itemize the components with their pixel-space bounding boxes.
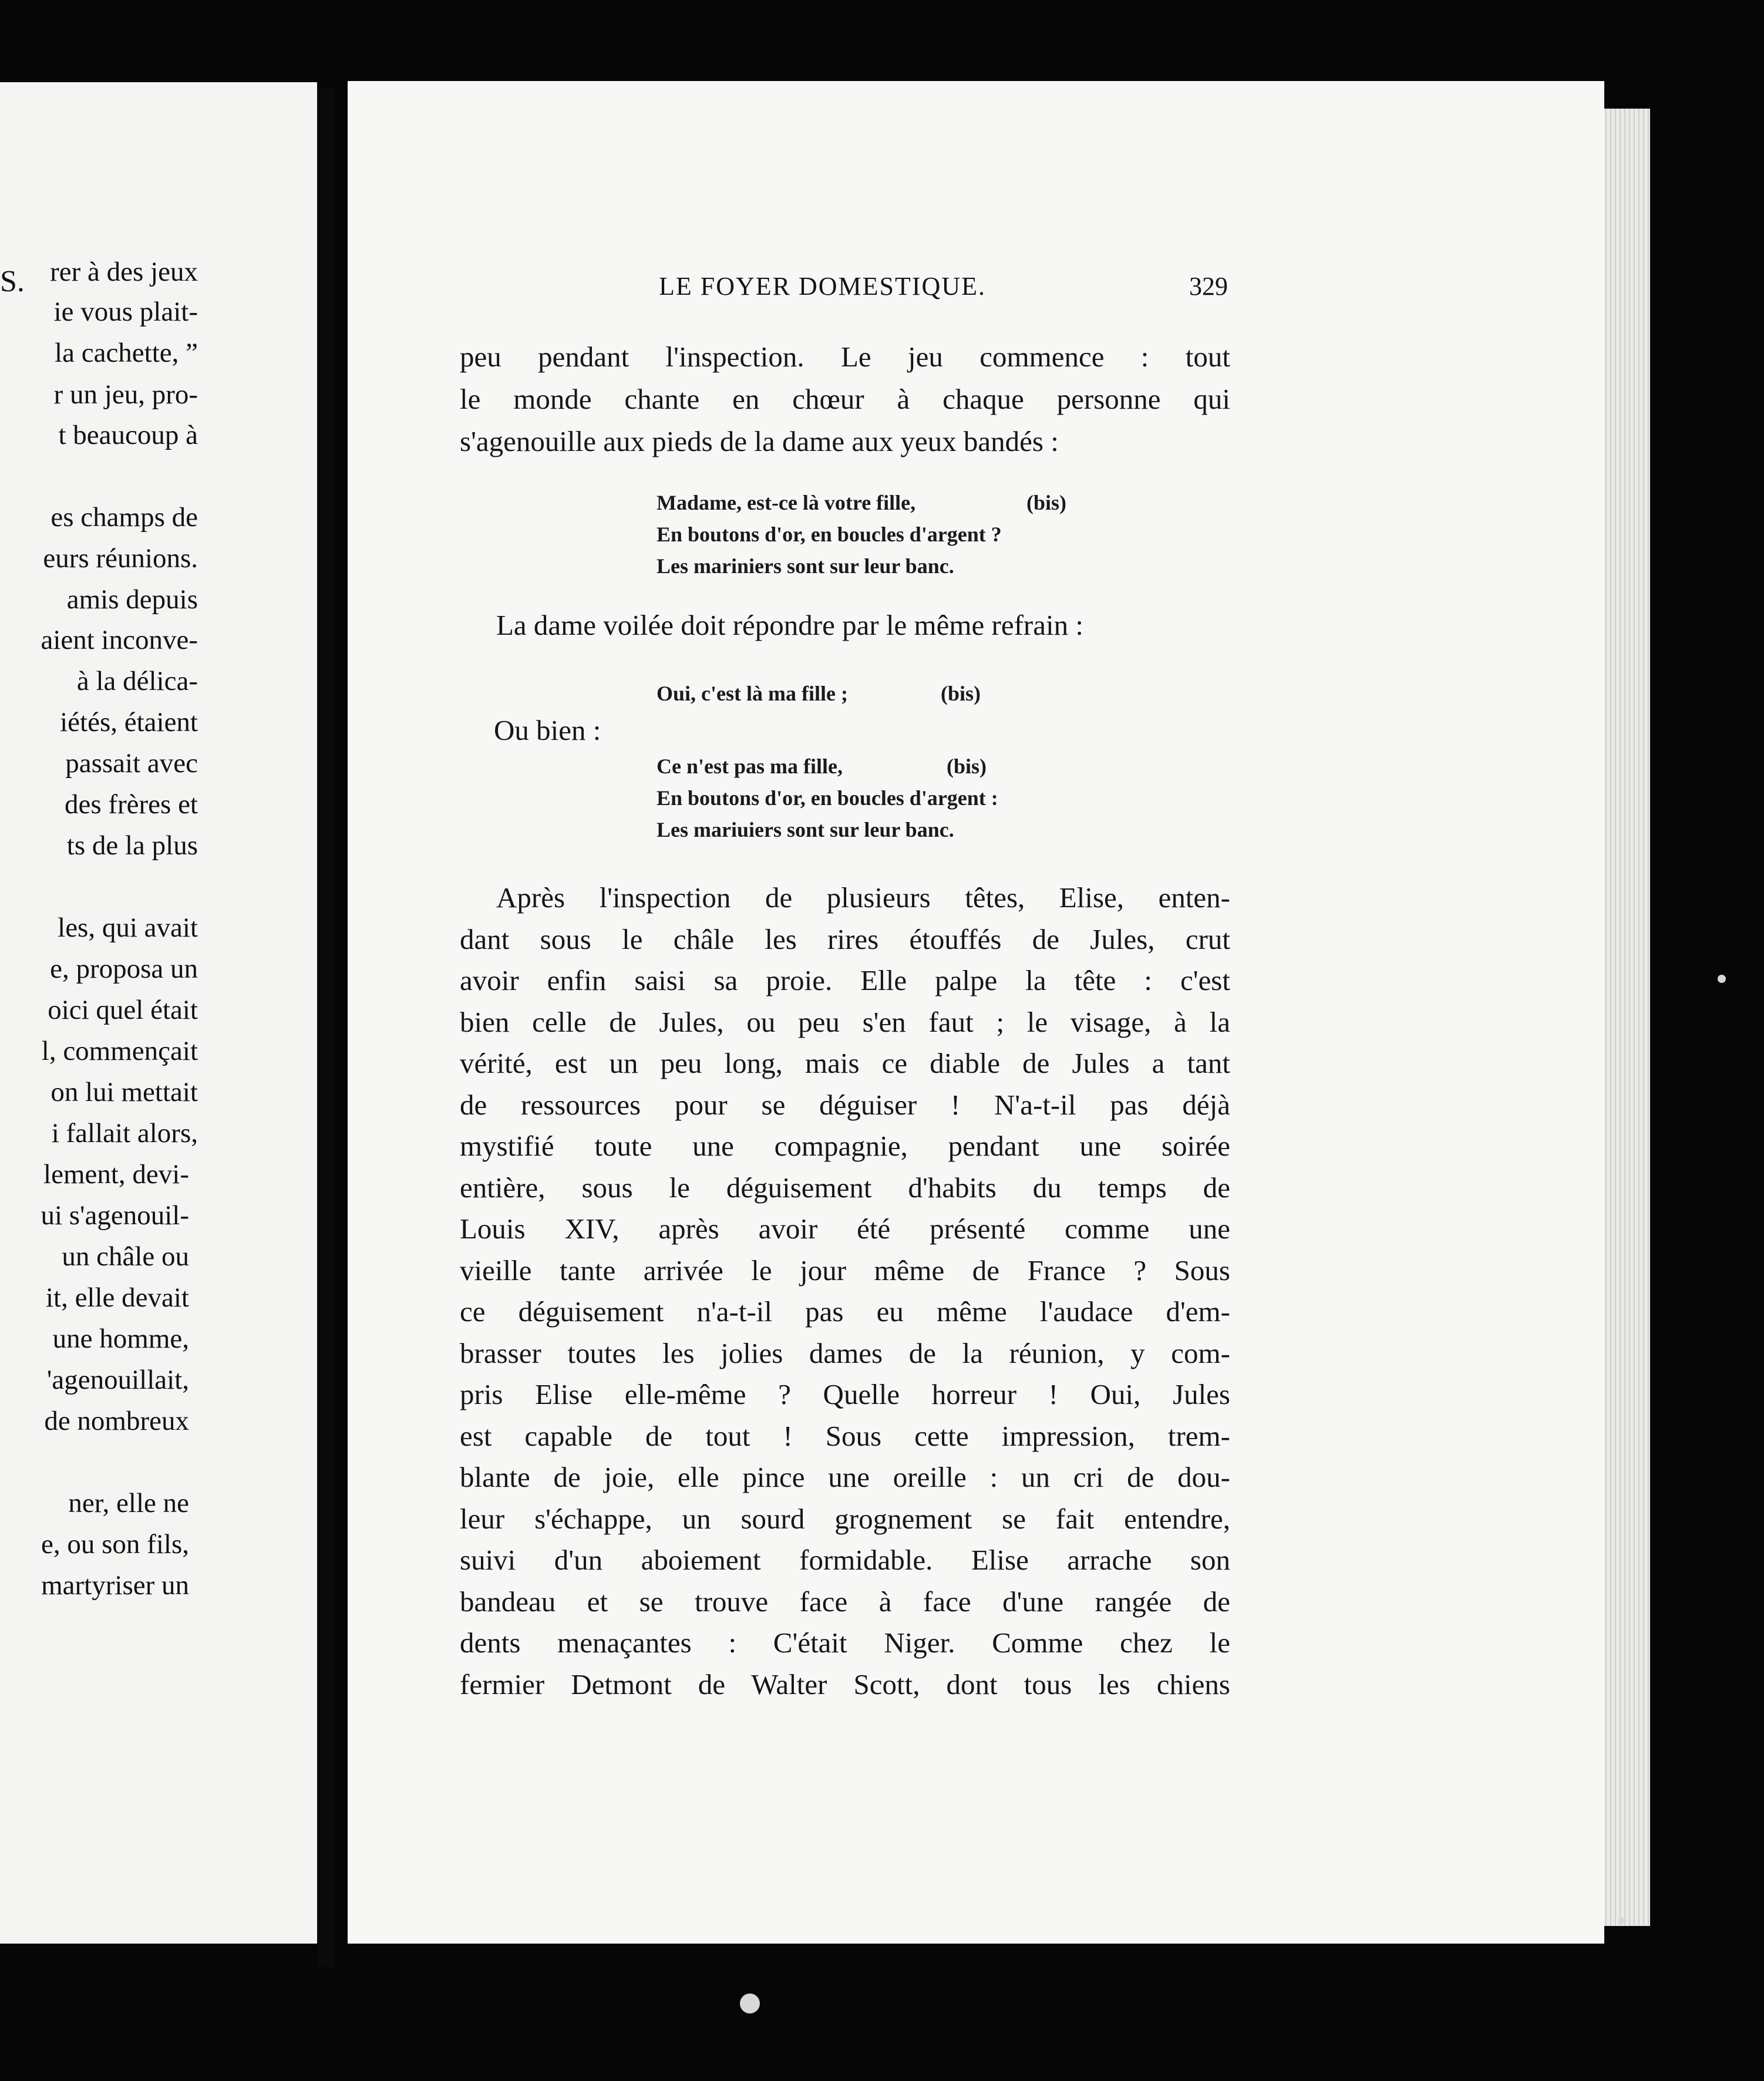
ou-bien-label: Ou bien : — [494, 714, 601, 746]
left-page-line-30: martyriser un — [41, 1570, 189, 1601]
left-page-line-9: aient inconve- — [41, 625, 198, 655]
dust-speck — [1718, 975, 1726, 983]
left-page-line-25: une homme, — [52, 1324, 189, 1354]
left-page-line-24: it, elle devait — [45, 1282, 189, 1313]
left-page-header-fragment: S. — [0, 265, 25, 298]
left-page-line-1: rer à des jeux — [50, 257, 198, 287]
left-page-line-20: i fallait alors, — [51, 1118, 198, 1149]
page-number: 329 — [1189, 272, 1228, 301]
paragraph-3-line-4: bien celle de Jules, ou peu s'en faut ; le visage, à la — [460, 1005, 1230, 1038]
dust-speck — [740, 1994, 760, 2013]
paragraph-3-line-9: Louis XIV, après avoir été présenté comme une — [460, 1213, 1230, 1245]
left-page-line-12: passait avec — [65, 748, 198, 779]
paragraph-3-line-10: vieille tante arrivée le jour même de France ? Sous — [460, 1254, 1230, 1287]
left-page-line-13: des frères et — [64, 789, 198, 820]
left-page-line-3: la cachette, ” — [55, 338, 198, 368]
paragraph-3-line-16: leur s'échappe, un sourd grognement se fait entendre, — [460, 1502, 1230, 1535]
verse-1-line-2: En boutons d'or, en boucles d'argent ? — [657, 523, 1002, 546]
paragraph-1-line-3: s'agenouille aux pieds de la dame aux yeux bandés : — [460, 425, 1059, 457]
paragraph-3-line-17: suivi d'un aboiement formidable. Elise arrache son — [460, 1544, 1230, 1576]
paragraph-3-line-7: mystifié toute une compagnie, pendant une soirée — [460, 1130, 1230, 1162]
paragraph-3-line-18: bandeau et se trouve face à face d'une rangée de — [460, 1585, 1230, 1618]
left-page-line-4: r un jeu, pro- — [53, 379, 198, 410]
left-page-line-5: t beaucoup à — [58, 420, 198, 450]
paragraph-3-line-20: fermier Detmont de Walter Scott, dont tous les chiens — [460, 1668, 1230, 1701]
verse-1-line-3: Les mariniers sont sur leur banc. — [657, 554, 954, 578]
paragraph-3-line-15: blante de joie, elle pince une oreille : un cri de dou- — [460, 1461, 1230, 1493]
paragraph-3-line-3: avoir enfin saisi sa proie. Elle palpe la tête : c'est — [460, 964, 1230, 996]
left-page-line-2: ie vous plait- — [53, 297, 198, 327]
left-page-line-8: amis depuis — [66, 584, 198, 615]
verse-2-refrain: (bis) — [941, 682, 981, 705]
paragraph-1-line-1: peu pendant l'inspection. Le jeu commence : tout — [460, 341, 1230, 373]
left-page-line-15: les, qui avait — [58, 912, 198, 943]
dust-speck — [1618, 1917, 1625, 1924]
paragraph-3-line-1: Après l'inspection de plusieurs têtes, Elise, enten- — [496, 881, 1230, 914]
left-page-line-7: eurs réunions. — [43, 543, 198, 574]
left-page-line-10: à la délica- — [76, 666, 198, 696]
paragraph-3-line-11: ce déguisement n'a-t-il pas eu même l'audace d'em- — [460, 1295, 1230, 1328]
left-page-line-14: ts de la plus — [66, 830, 198, 861]
paragraph-3-line-8: entière, sous le déguisement d'habits du temps de — [460, 1171, 1230, 1204]
paragraph-3-line-2: dant sous le châle les rires étouffés de Jules, crut — [460, 922, 1230, 955]
paragraph-3-line-6: de ressources pour se déguiser ! N'a-t-il pas déjà — [460, 1088, 1230, 1121]
verse-1-line-1: Madame, est-ce là votre fille, — [657, 491, 916, 514]
left-page-line-29: e, ou son fils, — [41, 1529, 189, 1560]
paragraph-1-line-2: le monde chante en chœur à chaque personne qui — [460, 383, 1230, 415]
left-page-line-6: es champs de — [51, 502, 198, 533]
left-page-line-22: ui s'agenouil- — [41, 1200, 189, 1231]
paragraph-3-line-5: vérité, est un peu long, mais ce diable de Jules a tant — [460, 1047, 1230, 1079]
verse-3-line-2: En boutons d'or, en boucles d'argent : — [657, 786, 998, 810]
left-facing-page — [0, 82, 317, 1944]
left-page-line-26: 'agenouillait, — [46, 1365, 189, 1395]
verse-3-line-3: Les mariuiers sont sur leur banc. — [657, 818, 954, 841]
paragraph-3-line-19: dents menaçantes : C'était Niger. Comme chez le — [460, 1627, 1230, 1659]
left-page-line-17: oici quel était — [48, 995, 198, 1025]
verse-3-refrain: (bis) — [947, 755, 987, 778]
paragraph-3-line-12: brasser toutes les jolies dames de la réunion, y com- — [460, 1336, 1230, 1369]
left-page-line-28: ner, elle ne — [68, 1488, 189, 1518]
book-gutter — [317, 88, 335, 1967]
left-page-line-21: lement, devi- — [43, 1159, 189, 1190]
left-page-line-16: e, proposa un — [50, 954, 198, 984]
paragraph-3-line-13: pris Elise elle-même ? Quelle horreur ! Oui, Jules — [460, 1378, 1230, 1410]
left-page-line-18: l, commençait — [41, 1036, 198, 1066]
left-page-line-23: un châle ou — [62, 1241, 189, 1272]
left-page-line-27: de nombreux — [44, 1406, 189, 1436]
left-page-line-19: on lui mettait — [51, 1077, 198, 1107]
running-head: LE FOYER DOMESTIQUE. — [659, 272, 986, 301]
verse-2-line-1: Oui, c'est là ma fille ; — [657, 682, 848, 705]
paragraph-2: La dame voilée doit répondre par le même refrain : — [496, 609, 1083, 641]
left-page-line-11: iétés, étaient — [60, 707, 198, 738]
verse-3-line-1: Ce n'est pas ma fille, — [657, 755, 843, 778]
paragraph-3-line-14: est capable de tout ! Sous cette impression, trem- — [460, 1419, 1230, 1452]
verse-1-refrain: (bis) — [1026, 491, 1067, 514]
